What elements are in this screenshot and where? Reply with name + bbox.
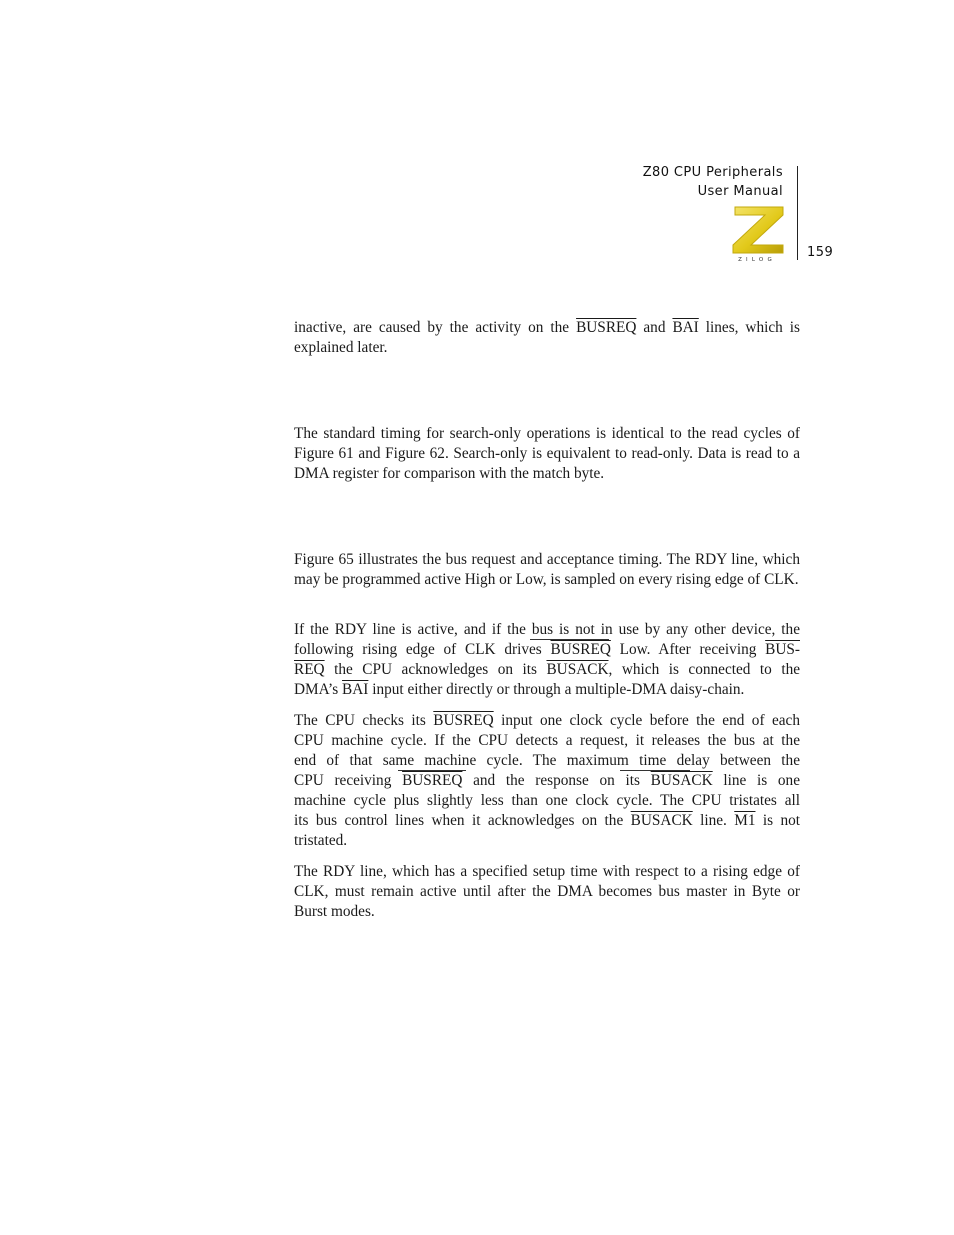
header-divider bbox=[797, 166, 798, 260]
manual-subtitle: User Manual bbox=[697, 184, 783, 199]
signal-busack: BUSACK bbox=[546, 661, 609, 678]
text-line bbox=[294, 811, 800, 831]
text-run: DMA’s bbox=[294, 681, 343, 698]
text-run: and the response on its bbox=[462, 772, 651, 789]
text-run: the CPU acknowledges on its bbox=[324, 661, 547, 678]
text-line: If the RDY line is active, and if the bus is not in use by any other device, the bbox=[294, 621, 800, 638]
signal-busreq: BUSREQ bbox=[433, 712, 494, 729]
text-run: and bbox=[636, 319, 673, 336]
text-run: CPU receiving bbox=[294, 772, 403, 789]
zilog-logo-text: ZILOG bbox=[738, 257, 776, 263]
signal-busreq-part2: $\overline{REQ}$ bbox=[294, 661, 325, 678]
zilog-logo-icon bbox=[729, 205, 785, 263]
signal-busreq: BUSREQ bbox=[576, 319, 637, 336]
text-run: line. bbox=[692, 812, 735, 829]
text-line: tristated. bbox=[294, 832, 348, 849]
paragraph-6: The RDY line, which has a specified setup time with respect to a rising edge of CLK, must remain active until after the DMA becomes bus master in Byte or Burst modes. bbox=[294, 863, 800, 920]
paragraph-1 bbox=[294, 318, 800, 358]
text-line bbox=[294, 771, 800, 791]
paragraph-2: The standard timing for search-only operations is identical to the read cycles of Figure 61 and Figure 62. Search-only is equivalent to read-only. Data is read to a DMA register for comparison with the match byte. bbox=[294, 425, 800, 482]
text-line: end of that same machine cycle. The maximum time delay between the bbox=[294, 752, 800, 769]
text-run: , which is connected to the bbox=[608, 661, 801, 678]
signal-bai: $\overline{BAI}$ bbox=[342, 681, 369, 698]
text-run: following rising edge of CLK drives bbox=[294, 641, 551, 658]
scan-artifact-line bbox=[620, 770, 690, 771]
scan-artifact-line bbox=[398, 770, 466, 771]
text-run: input one clock cycle before the end of each bbox=[493, 712, 800, 729]
signal-m1: M1 bbox=[734, 812, 756, 829]
text-run: The CPU checks its bbox=[294, 712, 434, 729]
text-line: machine cycle plus slightly less than one clock cycle. The CPU tristates all bbox=[294, 792, 800, 809]
text-line bbox=[294, 711, 800, 731]
signal-busack: BUSACK bbox=[630, 812, 693, 829]
paragraph-3: Figure 65 illustrates the bus request and acceptance timing. The RDY line, which may be programmed active High or Low, is sampled on every rising edge of CLK. bbox=[294, 551, 800, 588]
paragraph-5 bbox=[294, 711, 800, 851]
text-line bbox=[294, 640, 800, 660]
signal-bai: $\overline{BAI}$ bbox=[672, 319, 699, 336]
signal-busreq: BUSREQ bbox=[402, 772, 463, 789]
paragraph-4 bbox=[294, 620, 800, 700]
text-run: lines, which is explained later. bbox=[294, 319, 800, 356]
text-run: is not bbox=[755, 812, 800, 829]
signal-busreq: BUSREQ bbox=[550, 641, 611, 658]
text-run: inactive, are caused by the activity on the bbox=[294, 319, 577, 336]
signal-busack: BUSACK bbox=[650, 772, 713, 789]
text-run: Low. After receiving bbox=[610, 641, 766, 658]
text-run: line is one bbox=[712, 772, 800, 789]
text-line bbox=[294, 680, 800, 700]
text-line: CPU machine cycle. If the CPU detects a request, it releases the bus at the bbox=[294, 732, 800, 749]
manual-title: Z80 CPU Peripherals bbox=[642, 165, 783, 180]
text-run: input either directly or through a multiple-DMA daisy-chain. bbox=[368, 681, 745, 698]
signal-busreq-part1: BUS- bbox=[765, 641, 800, 658]
text-line bbox=[294, 660, 800, 680]
scan-artifact-line bbox=[530, 639, 609, 640]
page-number: 159 bbox=[807, 245, 834, 260]
text-run: its bus control lines when it acknowledges on the bbox=[294, 812, 631, 829]
